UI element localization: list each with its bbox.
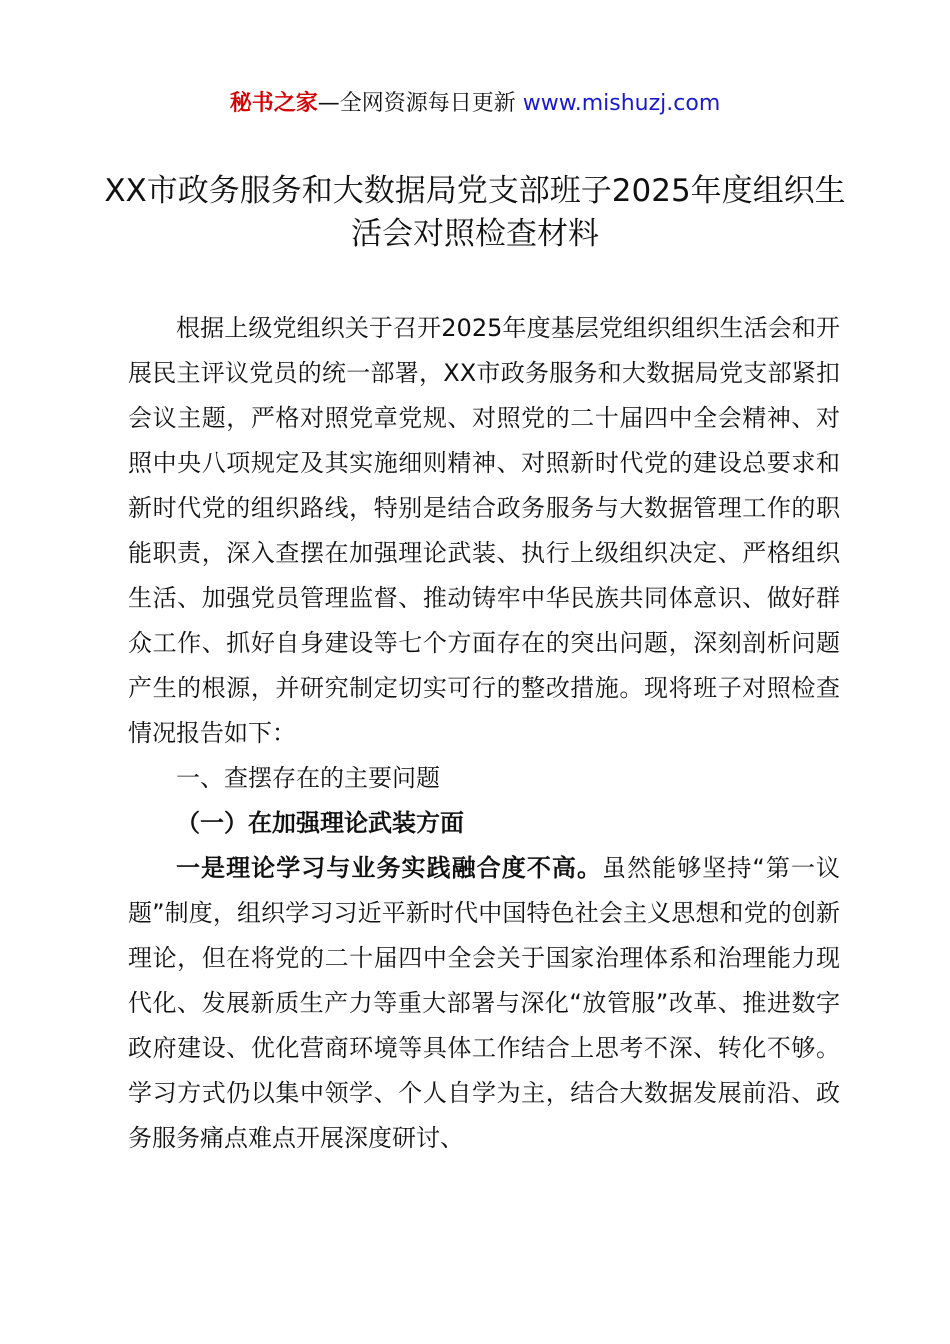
- subsection-heading: （一）在加强理论武装方面: [176, 809, 464, 837]
- point-one-paragraph: [128, 846, 840, 1161]
- site-url-link[interactable]: www.mishuzj.com: [522, 91, 721, 116]
- site-header: [0, 86, 950, 122]
- site-brand: 秘书之家: [229, 91, 318, 116]
- point-one-text: 虽然能够坚持“第一议题”制度，组织学习习近平新时代中国特色社会主义思想和党的创新理论，但在将党的二十届四中全会关于国家治理体系和治理能力现代化、发展新质生产力等重大部署与深化“放管服”改革、推进数字政府建设、优化营商环境等具体工作结合上思考不深、转化不够。学习方式仍以集中领学、个人自学为主，结合大数据发展前沿、政务服务痛点难点开展深度研讨、: [128, 854, 841, 1152]
- point-one-lead: 一是理论学习与业务实践融合度不高。: [176, 854, 603, 882]
- document-title: XX市政务服务和大数据局党支部班子2025年度组织生活会对照检查材料: [104, 173, 846, 252]
- section-heading: 一、查摆存在的主要问题: [176, 764, 440, 792]
- intro-paragraph: 根据上级党组织关于召开2025年度基层党组织组织生活会和开展民主评议党员的统一部署，XX市政务服务和大数据局党支部紧扣会议主题，严格对照党章党规、对照党的二十届四中全会精神、对照中央八项规定及其实施细则精神、对照新时代党的建设总要求和新时代党的组织路线，特别是结合政务服务与大数据管理工作的职能职责，深入查摆在加强理论武装、执行上级组织决定、严格组织生活、加强党员管理监督、推动铸牢中华民族共同体意识、做好群众工作、抓好自身建设等七个方面存在的突出问题，深刻剖析问题产生的根源，并研究制定切实可行的整改措施。现将班子对照检查情况报告如下：: [128, 314, 840, 747]
- site-tagline: —全网资源每日更新: [317, 91, 516, 116]
